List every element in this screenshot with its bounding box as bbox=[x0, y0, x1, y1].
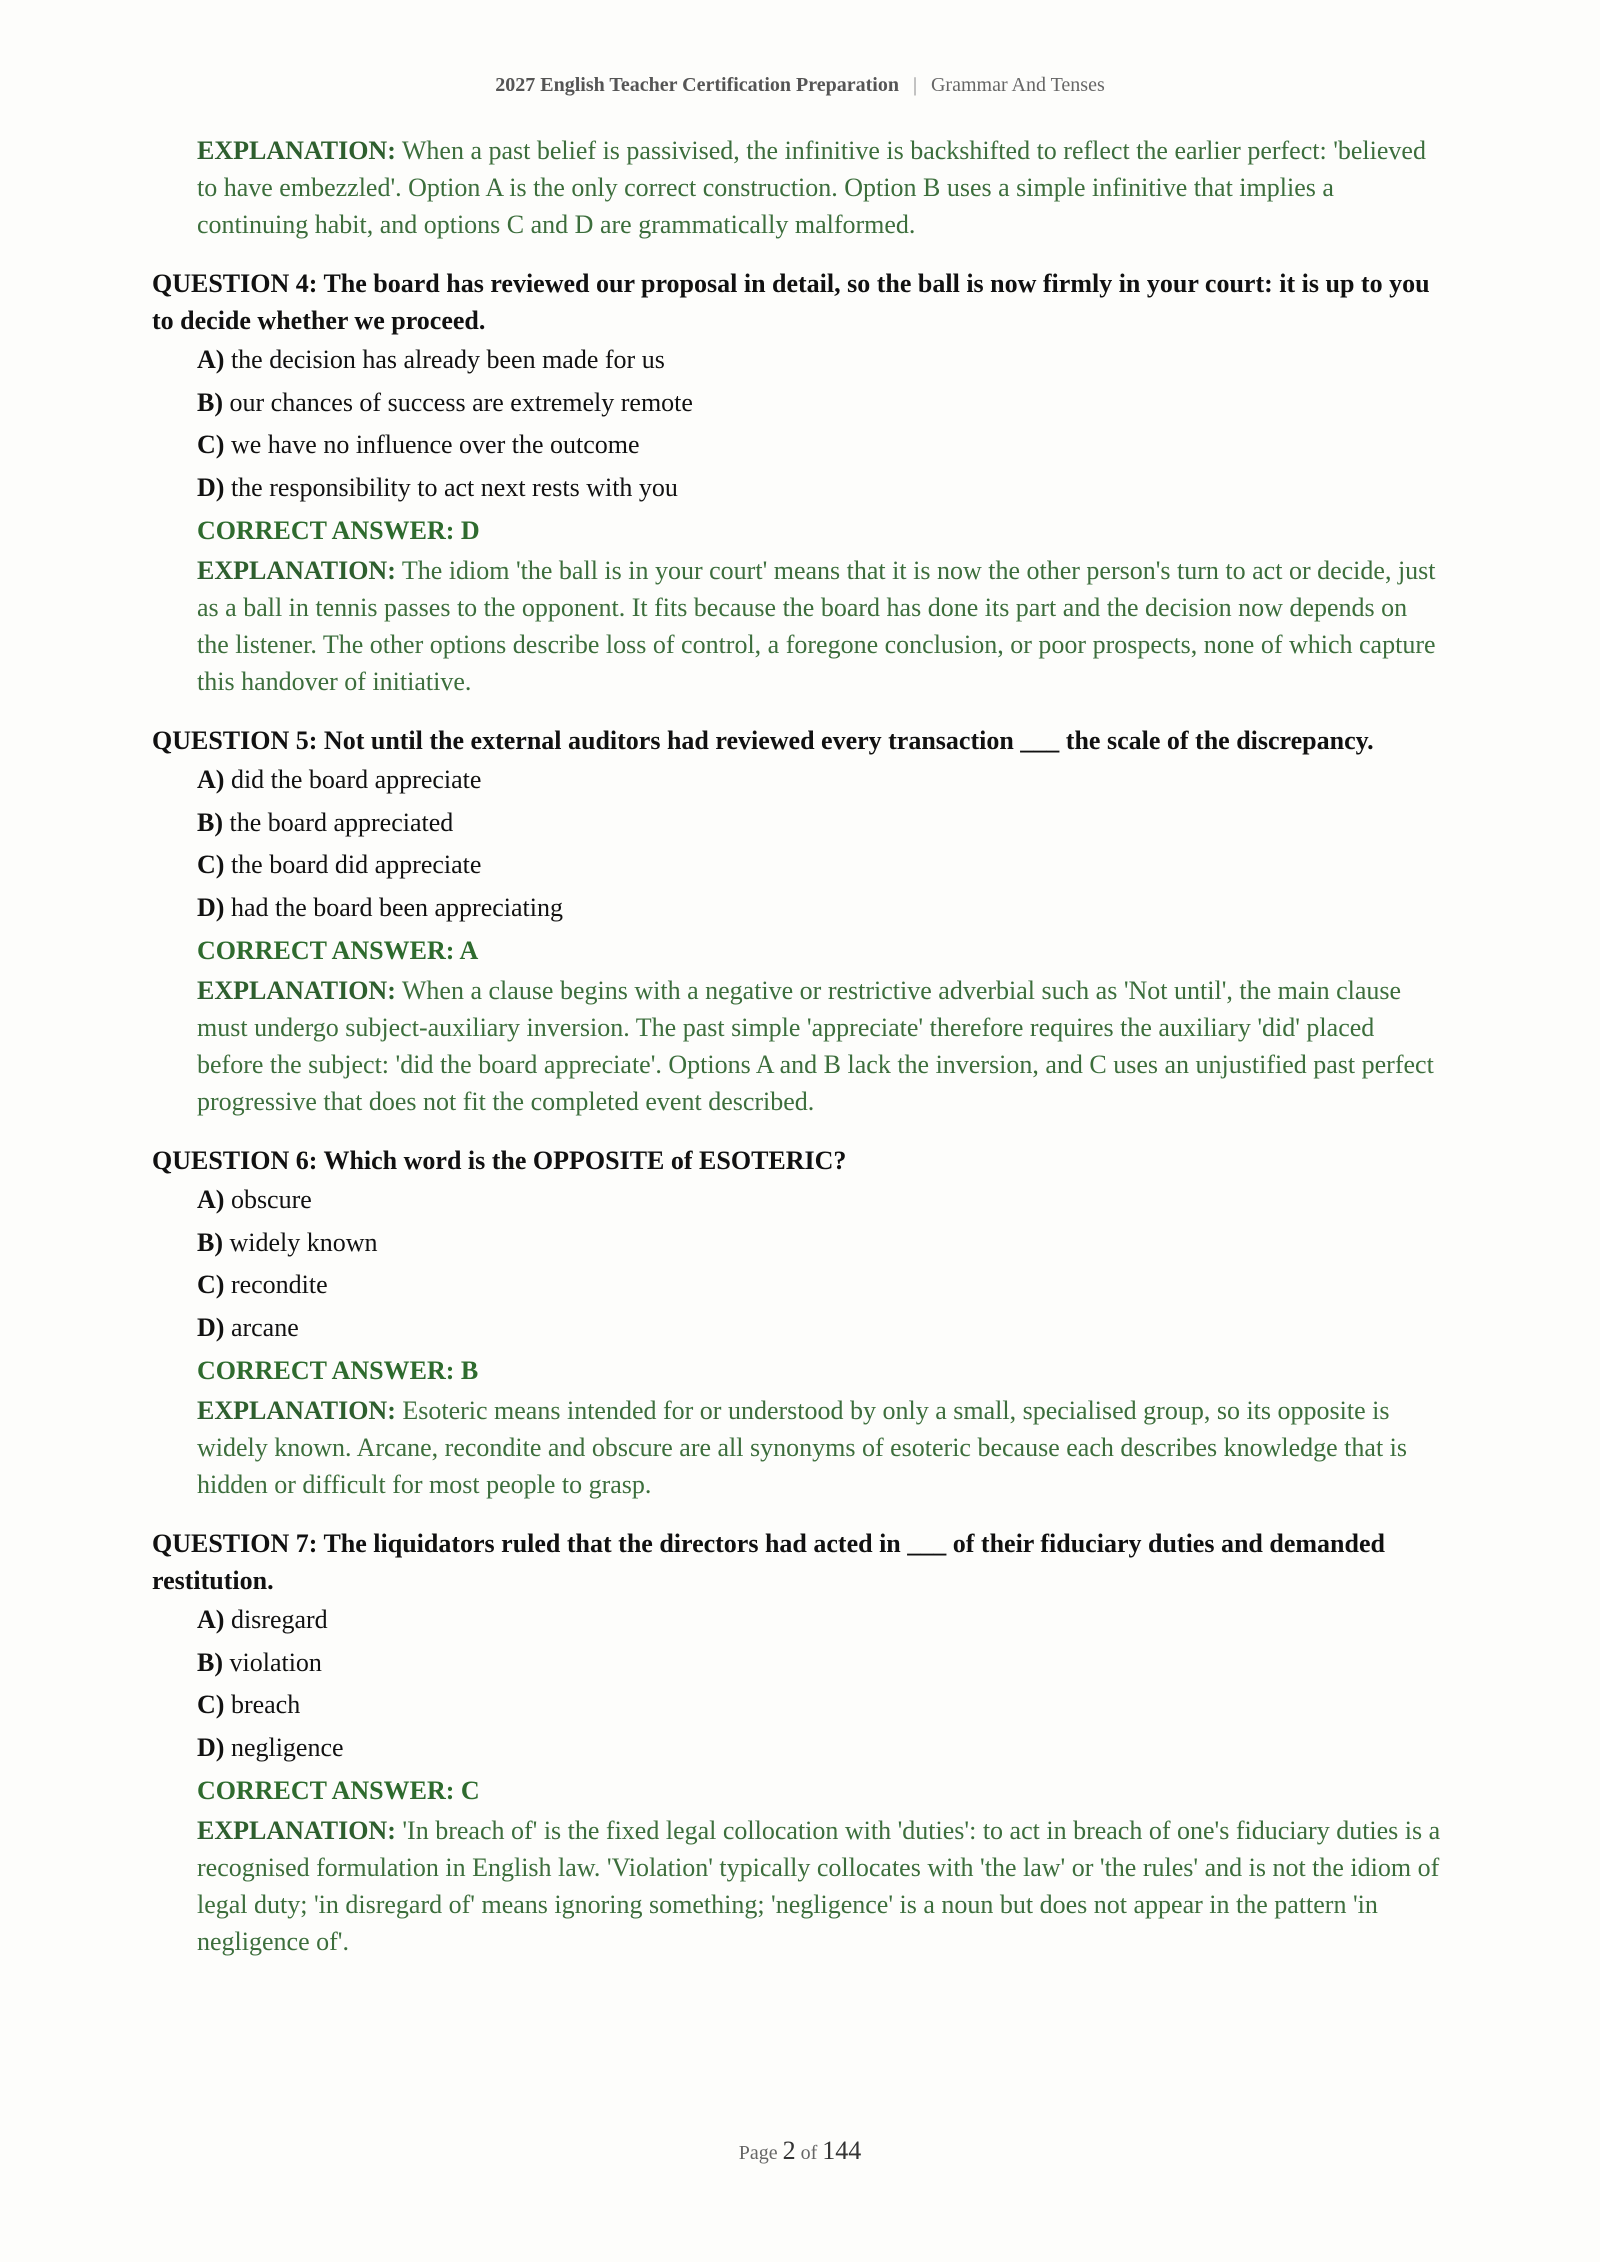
question-text: QUESTION 7: The liquidators ruled that the directors had acted in ___ of their fiduciary duties and demanded restitution. bbox=[152, 1529, 1385, 1595]
option-letter: C) bbox=[197, 1270, 225, 1299]
option-a bbox=[197, 1179, 1442, 1222]
page-number: 2 bbox=[782, 2136, 796, 2165]
option-text: recondite bbox=[230, 1270, 328, 1299]
question-5 bbox=[152, 722, 1442, 1120]
option-b bbox=[197, 382, 1442, 425]
question-4 bbox=[152, 265, 1442, 700]
option-text: had the board been appreciating bbox=[230, 892, 564, 922]
question-7 bbox=[152, 1525, 1442, 1960]
option-letter: B) bbox=[197, 1647, 223, 1677]
explanation-label: EXPLANATION: bbox=[197, 1816, 396, 1845]
option-a bbox=[197, 339, 1442, 382]
option-text: did the board appreciate bbox=[230, 765, 482, 794]
question-6 bbox=[152, 1142, 1442, 1503]
question-explanation bbox=[197, 1392, 1442, 1503]
question-explanation bbox=[197, 552, 1442, 700]
option-text: negligence bbox=[230, 1732, 344, 1762]
explanation-text: 'In breach of' is the fixed legal collocation with 'duties': to act in breach of one's fiduciary duties is a recognised formulation in English law. 'Violation' typically collocates with 'the law' or 'the rules' and is not the idiom of legal duty; 'in disregard of' means ignoring something; 'negligence' is a noun but does not appear in the pattern 'in negligence of'. bbox=[197, 1816, 1441, 1956]
option-letter: B) bbox=[197, 807, 223, 837]
correct-answer: CORRECT ANSWER: C bbox=[197, 1776, 480, 1805]
explanation-label: EXPLANATION: bbox=[197, 136, 396, 165]
correct-answer: CORRECT ANSWER: B bbox=[197, 1356, 479, 1385]
option-d bbox=[197, 887, 1442, 930]
option-letter: D) bbox=[197, 472, 225, 502]
option-d bbox=[197, 1727, 1442, 1770]
option-letter: A) bbox=[197, 345, 225, 374]
explanation-label: EXPLANATION: bbox=[197, 556, 396, 585]
option-text: arcane bbox=[230, 1312, 299, 1342]
header-separator: | bbox=[912, 74, 917, 96]
option-letter: B) bbox=[197, 387, 223, 417]
option-letter: D) bbox=[197, 1732, 225, 1762]
question-text: QUESTION 5: Not until the external auditors had reviewed every transaction ___ the scale of the discrepancy. bbox=[152, 726, 1374, 755]
option-letter: B) bbox=[197, 1227, 223, 1257]
option-text: the responsibility to act next rests with you bbox=[230, 472, 678, 502]
option-d bbox=[197, 467, 1442, 510]
page-content bbox=[152, 132, 1442, 1960]
option-text: the board appreciated bbox=[229, 807, 454, 837]
option-letter: C) bbox=[197, 430, 225, 459]
option-c bbox=[197, 1684, 1442, 1727]
option-d bbox=[197, 1307, 1442, 1350]
header-title: 2027 English Teacher Certification Preparation bbox=[495, 74, 899, 96]
explanation-text: Esoteric means intended for or understood by only a small, specialised group, so its opposite is widely known. Arcane, recondite and obscure are all synonyms of esoteric because each describes knowledge that is hidden or difficult for most people to grasp. bbox=[197, 1396, 1408, 1499]
option-text: breach bbox=[230, 1690, 301, 1719]
option-b bbox=[197, 802, 1442, 845]
explanation-label: EXPLANATION: bbox=[197, 1396, 396, 1425]
of-word: of bbox=[800, 2142, 818, 2164]
option-text: obscure bbox=[230, 1185, 312, 1214]
option-a bbox=[197, 759, 1442, 802]
question-text: QUESTION 6: Which word is the OPPOSITE of ESOTERIC? bbox=[152, 1146, 847, 1175]
header-subtitle: Grammar And Tenses bbox=[930, 74, 1105, 96]
option-letter: D) bbox=[197, 1312, 225, 1342]
option-text: the board did appreciate bbox=[230, 850, 482, 879]
option-c bbox=[197, 1264, 1442, 1307]
explanation-text: When a past belief is passivised, the infinitive is backshifted to reflect the earlier perfect: 'believed to have embezzled'. Option A is the only correct construction. Option B uses a simple infinitive that implies a continuing habit, and options C and D are grammatically malformed. bbox=[197, 136, 1426, 239]
option-c bbox=[197, 844, 1442, 887]
option-text: we have no influence over the outcome bbox=[230, 430, 640, 459]
option-a bbox=[197, 1599, 1442, 1642]
explanation-text: When a clause begins with a negative or restrictive adverbial such as 'Not until', the main clause must undergo subject-auxiliary inversion. The past simple 'appreciate' therefore requires the auxiliary 'did' placed before the subject: 'did the board appreciate'. Options A and B lack the inversion, and C uses an unjustified past perfect progressive that does not fit the completed event described. bbox=[197, 976, 1434, 1116]
option-c bbox=[197, 424, 1442, 467]
option-text: our chances of success are extremely remote bbox=[229, 387, 693, 417]
option-letter: C) bbox=[197, 850, 225, 879]
option-letter: C) bbox=[197, 1690, 225, 1719]
page-word: Page bbox=[738, 2142, 778, 2164]
option-letter: D) bbox=[197, 892, 225, 922]
correct-answer: CORRECT ANSWER: A bbox=[197, 936, 479, 965]
option-letter: A) bbox=[197, 765, 225, 794]
option-letter: A) bbox=[197, 1185, 225, 1214]
option-letter: A) bbox=[197, 1605, 225, 1634]
question-explanation bbox=[197, 1812, 1442, 1960]
explanation-label: EXPLANATION: bbox=[197, 976, 396, 1005]
option-text: widely known bbox=[229, 1227, 378, 1257]
explanation-text: The idiom 'the ball is in your court' means that it is now the other person's turn to act or decide, just as a ball in tennis passes to the opponent. It fits because the board has done its part and the decision now depends on the listener. The other options describe loss of control, a foregone conclusion, or poor prospects, none of which capture this handover of initiative. bbox=[197, 556, 1436, 696]
page-header bbox=[0, 74, 1600, 97]
top-explanation bbox=[197, 132, 1442, 243]
option-b bbox=[197, 1642, 1442, 1685]
question-text: QUESTION 4: The board has reviewed our proposal in detail, so the ball is now firmly in your court: it is up to you to decide whether we proceed. bbox=[152, 269, 1430, 335]
page-footer bbox=[0, 2136, 1600, 2166]
option-b bbox=[197, 1222, 1442, 1265]
total-pages: 144 bbox=[822, 2136, 862, 2165]
question-explanation bbox=[197, 972, 1442, 1120]
option-text: the decision has already been made for us bbox=[230, 345, 665, 374]
option-text: disregard bbox=[230, 1605, 328, 1634]
correct-answer: CORRECT ANSWER: D bbox=[197, 516, 480, 545]
option-text: violation bbox=[229, 1647, 322, 1677]
